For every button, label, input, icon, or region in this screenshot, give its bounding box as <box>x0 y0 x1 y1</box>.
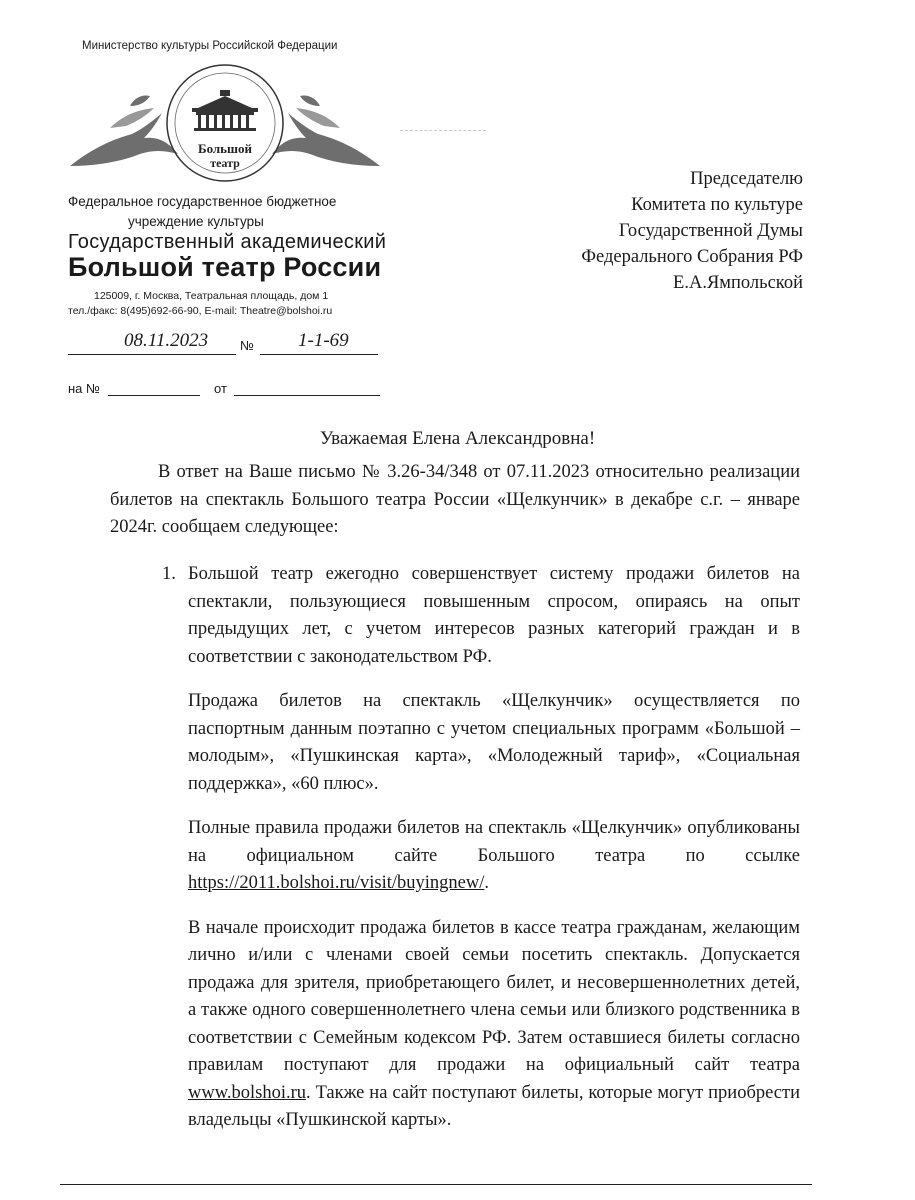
org-type-line2: учреждение культуры <box>128 214 264 229</box>
ministry-name: Министерство культуры Российской Федерации <box>82 40 338 52</box>
rules-link[interactable]: https://2011.bolshoi.ru/visit/buyingnew/ <box>188 873 485 893</box>
svg-text:театр: театр <box>210 156 240 170</box>
list-item-paragraph: Продажа билетов на спектакль «Щелкунчик» осуществляется по паспортным данным поэтапно с учетом специальных программ «Большой – молодым», «Пушкинская карта», «Молодежный тариф», «Социальная поддержка», «60 плюс». <box>188 691 800 794</box>
addressee-name: Е.А.Ямпольской <box>673 273 803 293</box>
list-item-paragraph <box>188 915 800 1135</box>
list-item-number: 1. <box>162 564 176 584</box>
addressee-block <box>581 166 803 296</box>
svg-text:Большой: Большой <box>197 141 253 156</box>
list-item-paragraph: Большой театр ежегодно совершенствует систему продажи билетов на спектакли, пользующиеся повышенным спросом, опираясь на опыт предыдущих лет, с учетом интересов разных категорий граждан и в соответствии с законодательством РФ. <box>188 564 800 667</box>
addressee-line: Председателю <box>690 169 803 189</box>
addressee-line: Комитета по культуре <box>631 195 803 215</box>
ref-no-line <box>108 394 200 396</box>
org-contacts: тел./факс: 8(495)692-66-90, E-mail: Theatre@bolshoi.ru <box>68 305 333 317</box>
registration-date-field <box>68 326 236 355</box>
org-type-line1: Федеральное государственное бюджетное <box>68 194 337 209</box>
registration-number: 1-1-69 <box>298 330 349 351</box>
ref-no-label: на № <box>68 381 100 396</box>
intro-paragraph: В ответ на Ваше письмо № 3.26-34/348 от 07.11.2023 относительно реализации билетов на спектакль Большого театра России «Щелкунчик» в декабре с.г. – январе 2024г. сообщаем следующее: <box>110 462 800 537</box>
scan-mark <box>400 130 486 131</box>
paragraph-text: Полные правила продажи билетов на спектакль «Щелкунчик» опубликованы на официальном сайте Большого театра по ссылке <box>188 818 800 866</box>
addressee-line: Государственной Думы <box>618 221 803 241</box>
ref-from-label: от <box>214 381 227 396</box>
registration-number-field <box>260 326 378 355</box>
paragraph-text: . <box>484 873 489 893</box>
org-address: 125009, г. Москва, Театральная площадь, дом 1 <box>94 290 329 302</box>
bolshoi-theatre-emblem-icon <box>70 58 380 188</box>
org-name-line2: Большой театр России <box>68 252 382 282</box>
bottom-rule <box>60 1184 812 1185</box>
list-item-paragraph <box>188 815 800 898</box>
paragraph-text: . Также на сайт поступают билеты, которые могут приобрести владельцы «Пушкинской карты». <box>188 1082 800 1130</box>
number-sign: № <box>240 338 254 353</box>
registration-date: 08.11.2023 <box>124 330 209 351</box>
paragraph-text: В начале происходит продажа билетов в кассе театра гражданам, желающим лично и/или с членами своей семьи посетить спектакль. Допускается продажа для зрителя, приобретающего билет, и несовершеннолетних детей, а также одного совершеннолетнего члена семьи или близкого родственника в соответствии с Семейным кодексом РФ. Затем оставшиеся билеты согласно правилам поступают для продажи на официальный сайт театра <box>188 917 800 1075</box>
ref-from-line <box>234 394 380 396</box>
org-name-line1: Государственный академический <box>68 231 387 253</box>
website-link[interactable]: www.bolshoi.ru <box>188 1082 307 1103</box>
reference-row <box>68 376 380 396</box>
addressee-line: Федерального Собрания РФ <box>581 247 803 267</box>
numbered-list <box>162 561 800 1152</box>
salutation: Уважаемая Елена Александровна! <box>319 428 596 449</box>
